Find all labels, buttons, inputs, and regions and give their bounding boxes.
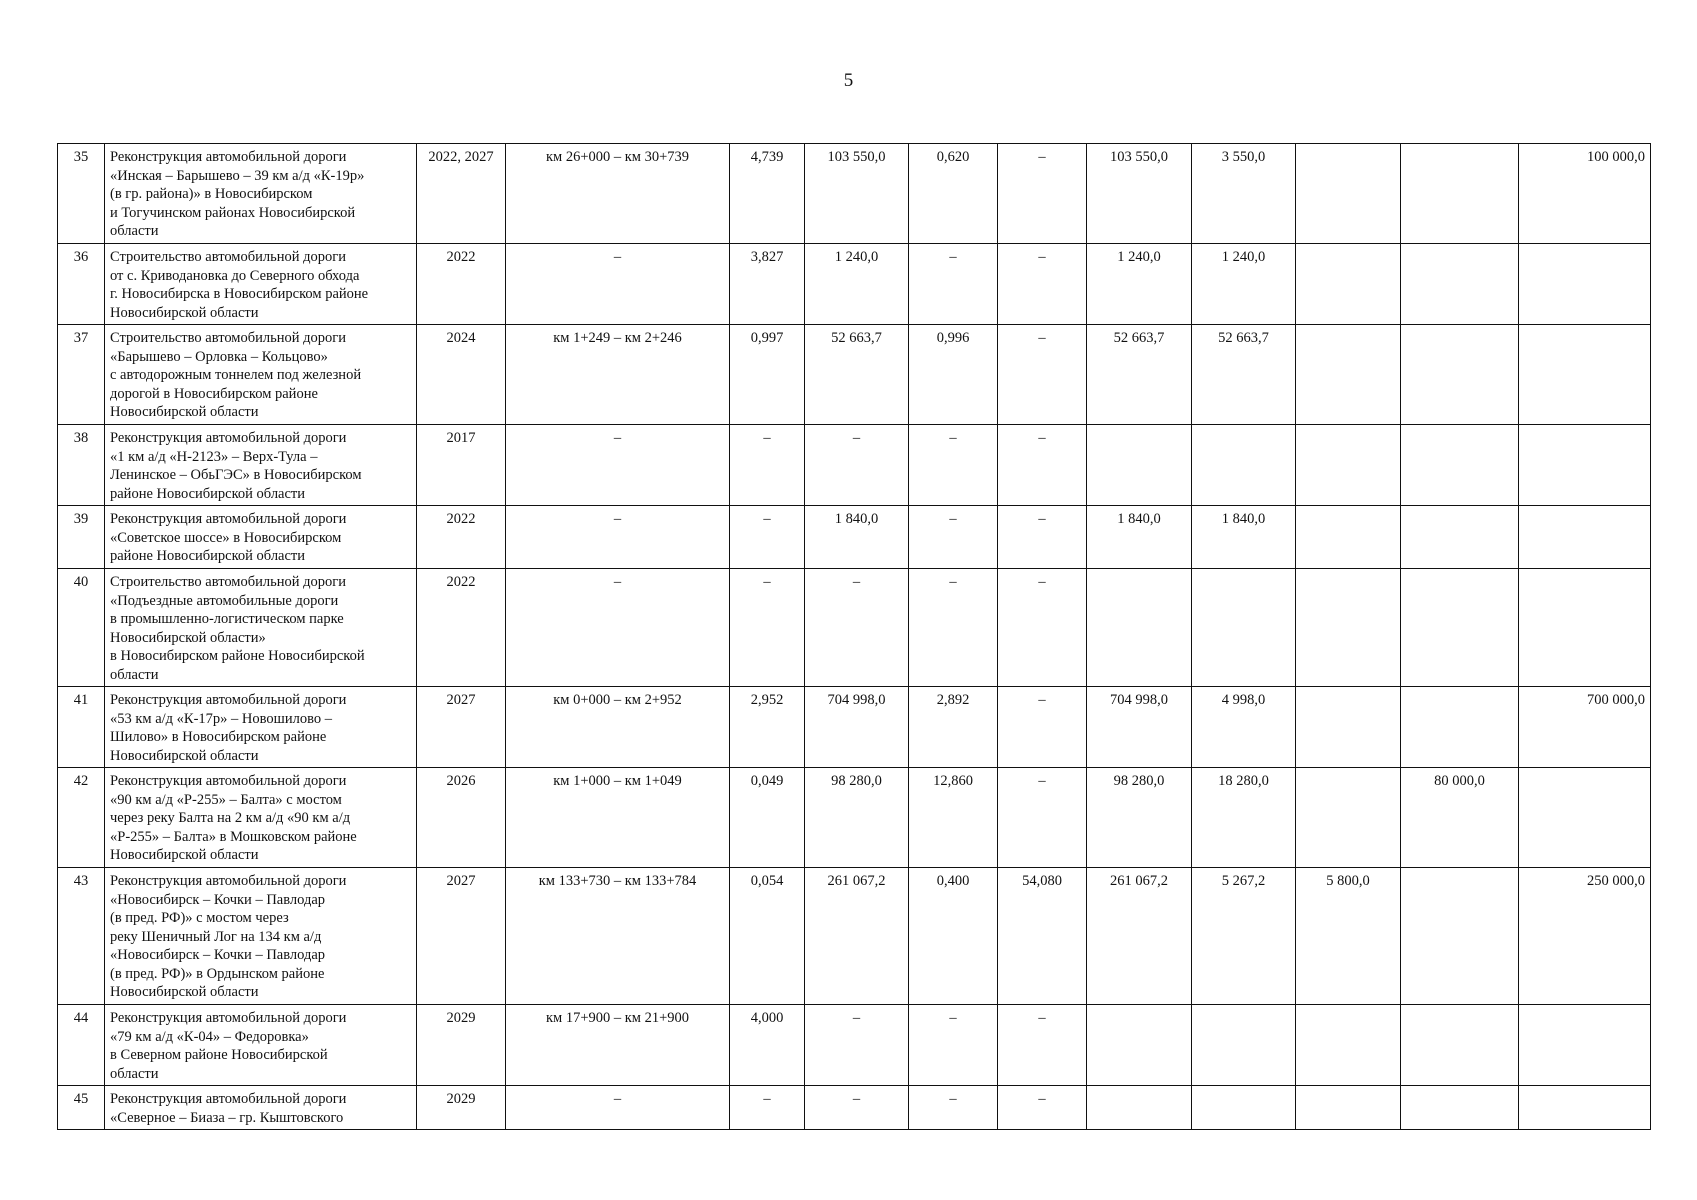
value-cell: – (998, 687, 1087, 768)
funding-cell: 52 663,7 (1192, 325, 1296, 425)
cost-cell: 52 663,7 (805, 325, 909, 425)
value-cell: 0,996 (909, 325, 998, 425)
funding-cell (1401, 506, 1519, 569)
funding-cell: 1 840,0 (1192, 506, 1296, 569)
funding-cell (1296, 1086, 1401, 1130)
km-range-cell: – (506, 1086, 730, 1130)
funding-cell (1401, 1086, 1519, 1130)
value-cell: – (909, 569, 998, 687)
project-name: Реконструкция автомобильной дороги «90 км а/д «Р-255» – Балта» с мостом через реку Балта на 2 км а/д «90 км а/д «Р-255» – Балта» в Мошковском районе Новосибирской области (105, 768, 417, 868)
total-cell: 1 840,0 (1087, 506, 1192, 569)
year-cell: 2022, 2027 (417, 144, 506, 244)
funding-cell: 4 998,0 (1192, 687, 1296, 768)
total-cell (1087, 425, 1192, 506)
value-cell: – (998, 569, 1087, 687)
funding-cell (1296, 569, 1401, 687)
value-cell: – (998, 244, 1087, 325)
funding-cell: 1 240,0 (1192, 244, 1296, 325)
year-cell: 2027 (417, 687, 506, 768)
funding-cell (1192, 1005, 1296, 1086)
row-number: 40 (58, 569, 105, 687)
cost-cell: 103 550,0 (805, 144, 909, 244)
table-row (58, 144, 1651, 244)
funding-cell (1192, 425, 1296, 506)
funding-cell (1401, 1005, 1519, 1086)
length-cell: 4,000 (730, 1005, 805, 1086)
km-range-cell: км 17+900 – км 21+900 (506, 1005, 730, 1086)
value-cell: 0,620 (909, 144, 998, 244)
value-cell: 54,080 (998, 868, 1087, 1005)
km-range-cell: – (506, 569, 730, 687)
funding-cell (1519, 768, 1651, 868)
funding-cell (1401, 425, 1519, 506)
total-cell: 98 280,0 (1087, 768, 1192, 868)
row-number: 37 (58, 325, 105, 425)
funding-cell (1519, 1086, 1651, 1130)
funding-cell (1296, 325, 1401, 425)
funding-cell (1519, 425, 1651, 506)
funding-cell (1401, 244, 1519, 325)
length-cell: – (730, 569, 805, 687)
value-cell: – (998, 144, 1087, 244)
total-cell: 1 240,0 (1087, 244, 1192, 325)
row-number: 39 (58, 506, 105, 569)
value-cell: – (998, 1086, 1087, 1130)
length-cell: 0,049 (730, 768, 805, 868)
row-number: 35 (58, 144, 105, 244)
value-cell: – (998, 1005, 1087, 1086)
funding-cell (1192, 1086, 1296, 1130)
cost-cell: 98 280,0 (805, 768, 909, 868)
total-cell (1087, 1005, 1192, 1086)
project-name: Строительство автомобильной дороги «Подъездные автомобильные дороги в промышленно-логистическом парке Новосибирской области» в Новосибирском районе Новосибирской области (105, 569, 417, 687)
funding-cell (1401, 144, 1519, 244)
table-row (58, 1005, 1651, 1086)
table-row (58, 506, 1651, 569)
table-row (58, 325, 1651, 425)
km-range-cell: – (506, 244, 730, 325)
year-cell: 2017 (417, 425, 506, 506)
cost-cell: – (805, 425, 909, 506)
project-name: Реконструкция автомобильной дороги «79 км а/д «К-04» – Федоровка» в Северном районе Новосибирской области (105, 1005, 417, 1086)
value-cell: – (909, 1086, 998, 1130)
row-number: 44 (58, 1005, 105, 1086)
funding-cell (1296, 687, 1401, 768)
total-cell: 103 550,0 (1087, 144, 1192, 244)
funding-cell: 18 280,0 (1192, 768, 1296, 868)
year-cell: 2029 (417, 1005, 506, 1086)
km-range-cell: км 133+730 – км 133+784 (506, 868, 730, 1005)
row-number: 42 (58, 768, 105, 868)
funding-cell (1401, 687, 1519, 768)
project-name: Строительство автомобильной дороги «Барышево – Орловка – Кольцово» с автодорожным тоннелем под железной дорогой в Новосибирском районе Новосибирской области (105, 325, 417, 425)
km-range-cell: – (506, 506, 730, 569)
table-row (58, 1086, 1651, 1130)
length-cell: 0,054 (730, 868, 805, 1005)
table-row (58, 868, 1651, 1005)
project-name: Реконструкция автомобильной дороги «Северное – Биаза – гр. Кыштовского (105, 1086, 417, 1130)
project-name: Реконструкция автомобильной дороги «Советское шоссе» в Новосибирском районе Новосибирской области (105, 506, 417, 569)
cost-cell: 704 998,0 (805, 687, 909, 768)
value-cell: – (998, 425, 1087, 506)
cost-cell: 261 067,2 (805, 868, 909, 1005)
project-name: Реконструкция автомобильной дороги «Инская – Барышево – 39 км а/д «К-19р» (в гр. района)» в Новосибирском и Тогучинском районах Новосибирской области (105, 144, 417, 244)
km-range-cell: км 1+000 – км 1+049 (506, 768, 730, 868)
cost-cell: – (805, 1086, 909, 1130)
page-number: 5 (843, 70, 854, 91)
funding-cell: 5 800,0 (1296, 868, 1401, 1005)
funding-cell (1192, 569, 1296, 687)
value-cell: – (909, 425, 998, 506)
funding-cell: 5 267,2 (1192, 868, 1296, 1005)
project-name: Строительство автомобильной дороги от с. Криводановка до Северного обхода г. Новосибирска в Новосибирском районе Новосибирской области (105, 244, 417, 325)
funding-cell: 80 000,0 (1401, 768, 1519, 868)
funding-cell (1401, 569, 1519, 687)
length-cell: – (730, 1086, 805, 1130)
length-cell: 2,952 (730, 687, 805, 768)
funding-cell (1296, 1005, 1401, 1086)
funding-cell (1296, 425, 1401, 506)
km-range-cell: – (506, 425, 730, 506)
value-cell: – (909, 244, 998, 325)
total-cell (1087, 1086, 1192, 1130)
funding-cell: 3 550,0 (1192, 144, 1296, 244)
total-cell: 52 663,7 (1087, 325, 1192, 425)
road-projects-table (57, 143, 1651, 1130)
funding-cell (1296, 506, 1401, 569)
value-cell: – (998, 768, 1087, 868)
funding-cell (1519, 506, 1651, 569)
total-cell (1087, 569, 1192, 687)
value-cell: 0,400 (909, 868, 998, 1005)
value-cell: – (998, 325, 1087, 425)
table-row (58, 425, 1651, 506)
total-cell: 704 998,0 (1087, 687, 1192, 768)
funding-cell (1519, 244, 1651, 325)
funding-cell (1401, 325, 1519, 425)
year-cell: 2026 (417, 768, 506, 868)
funding-cell (1296, 768, 1401, 868)
funding-cell (1296, 244, 1401, 325)
table-row (58, 768, 1651, 868)
year-cell: 2027 (417, 868, 506, 1005)
year-cell: 2022 (417, 569, 506, 687)
funding-cell (1296, 144, 1401, 244)
length-cell: – (730, 506, 805, 569)
funding-cell (1519, 1005, 1651, 1086)
row-number: 45 (58, 1086, 105, 1130)
year-cell: 2029 (417, 1086, 506, 1130)
table-body (58, 144, 1651, 1130)
funding-cell (1519, 325, 1651, 425)
funding-cell: 100 000,0 (1519, 144, 1651, 244)
km-range-cell: км 26+000 – км 30+739 (506, 144, 730, 244)
value-cell: 2,892 (909, 687, 998, 768)
length-cell: 3,827 (730, 244, 805, 325)
cost-cell: – (805, 569, 909, 687)
year-cell: 2022 (417, 506, 506, 569)
funding-cell: 700 000,0 (1519, 687, 1651, 768)
funding-cell: 250 000,0 (1519, 868, 1651, 1005)
km-range-cell: км 1+249 – км 2+246 (506, 325, 730, 425)
length-cell: – (730, 425, 805, 506)
total-cell: 261 067,2 (1087, 868, 1192, 1005)
table-row (58, 687, 1651, 768)
cost-cell: 1 840,0 (805, 506, 909, 569)
table-row (58, 244, 1651, 325)
length-cell: 4,739 (730, 144, 805, 244)
value-cell: – (998, 506, 1087, 569)
row-number: 38 (58, 425, 105, 506)
table-row (58, 569, 1651, 687)
project-name: Реконструкция автомобильной дороги «Новосибирск – Кочки – Павлодар (в пред. РФ)» с мостом через реку Шеничный Лог на 134 км а/д «Новосибирск – Кочки – Павлодар (в пред. РФ)» в Ордынском районе Новосибирской области (105, 868, 417, 1005)
value-cell: 12,860 (909, 768, 998, 868)
length-cell: 0,997 (730, 325, 805, 425)
row-number: 41 (58, 687, 105, 768)
year-cell: 2022 (417, 244, 506, 325)
value-cell: – (909, 1005, 998, 1086)
project-name: Реконструкция автомобильной дороги «53 км а/д «К-17р» – Новошилово – Шилово» в Новосибирском районе Новосибирской области (105, 687, 417, 768)
cost-cell: 1 240,0 (805, 244, 909, 325)
funding-cell (1401, 868, 1519, 1005)
cost-cell: – (805, 1005, 909, 1086)
km-range-cell: км 0+000 – км 2+952 (506, 687, 730, 768)
row-number: 43 (58, 868, 105, 1005)
value-cell: – (909, 506, 998, 569)
funding-cell (1519, 569, 1651, 687)
row-number: 36 (58, 244, 105, 325)
year-cell: 2024 (417, 325, 506, 425)
project-name: Реконструкция автомобильной дороги «1 км а/д «Н-2123» – Верх-Тула – Ленинское – ОбьГЭС» в Новосибирском районе Новосибирской области (105, 425, 417, 506)
